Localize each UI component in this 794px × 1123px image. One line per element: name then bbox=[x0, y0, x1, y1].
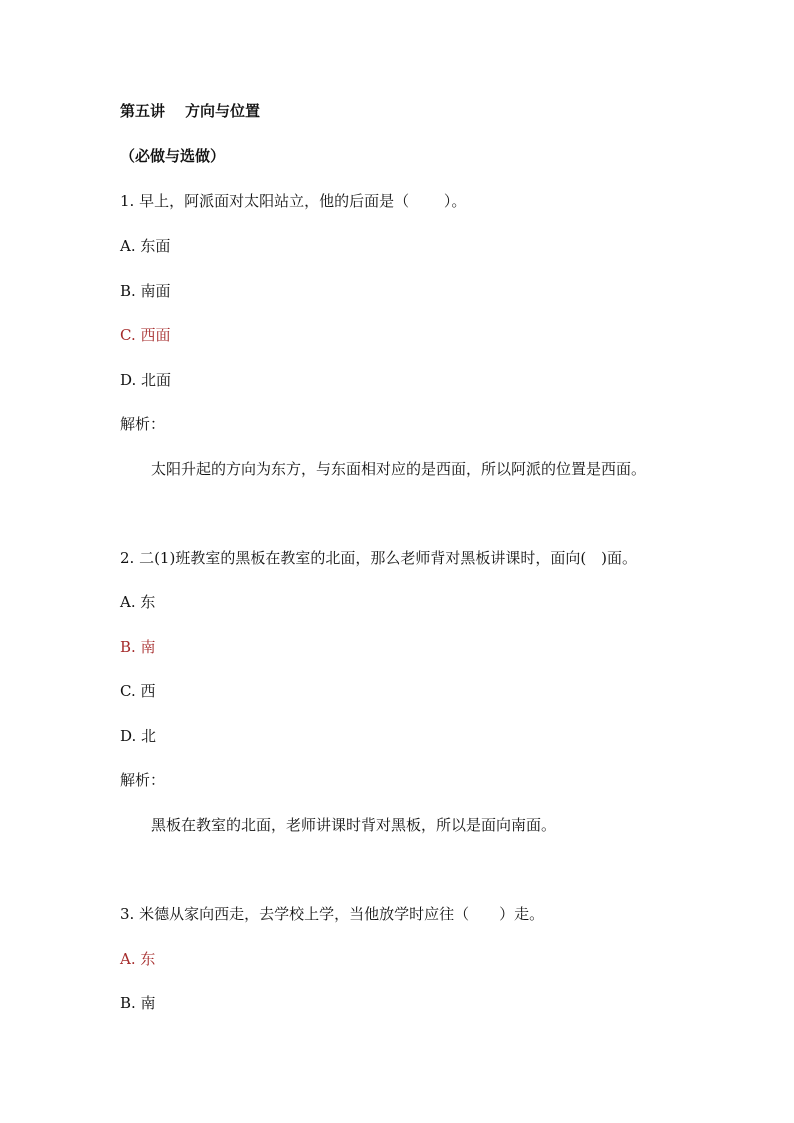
question-2-analysis-label: 解析： bbox=[120, 771, 166, 789]
question-1-stem: 1. 早上，阿派面对太阳站立，他的后面是（ ）。 bbox=[120, 192, 467, 210]
question-1-analysis: 太阳升起的方向为东方，与东面相对应的是西面，所以阿派的位置是西面。 bbox=[151, 460, 647, 478]
lesson-subtitle: （必做与选做） bbox=[120, 147, 226, 165]
question-1-analysis-label: 解析： bbox=[120, 415, 166, 433]
question-3-stem: 3. 米德从家向西走，去学校上学，当他放学时应往（ ）走。 bbox=[120, 905, 545, 923]
question-2-option-b-answer: B. 南 bbox=[120, 638, 156, 656]
question-2-stem: 2. 二(1)班教室的黑板在教室的北面，那么老师背对黑板讲课时，面向( )面。 bbox=[120, 549, 638, 567]
lesson-topic: 方向与位置 bbox=[185, 102, 261, 120]
question-2-option-a: A. 东 bbox=[120, 593, 156, 611]
question-3-option-a-answer: A. 东 bbox=[120, 950, 156, 968]
question-2-analysis: 黑板在教室的北面，老师讲课时背对黑板，所以是面向南面。 bbox=[151, 816, 557, 834]
lesson-number: 第五讲 bbox=[120, 102, 166, 120]
question-1-option-c-answer: C. 西面 bbox=[120, 326, 171, 344]
question-2-option-c: C. 西 bbox=[120, 682, 156, 700]
question-1-option-b: B. 南面 bbox=[120, 282, 171, 300]
question-1-option-d: D. 北面 bbox=[120, 371, 172, 389]
question-3-option-b: B. 南 bbox=[120, 994, 156, 1012]
question-2-option-d: D. 北 bbox=[120, 727, 157, 745]
question-1-option-a: A. 东面 bbox=[120, 237, 171, 255]
lesson-title bbox=[120, 101, 260, 121]
